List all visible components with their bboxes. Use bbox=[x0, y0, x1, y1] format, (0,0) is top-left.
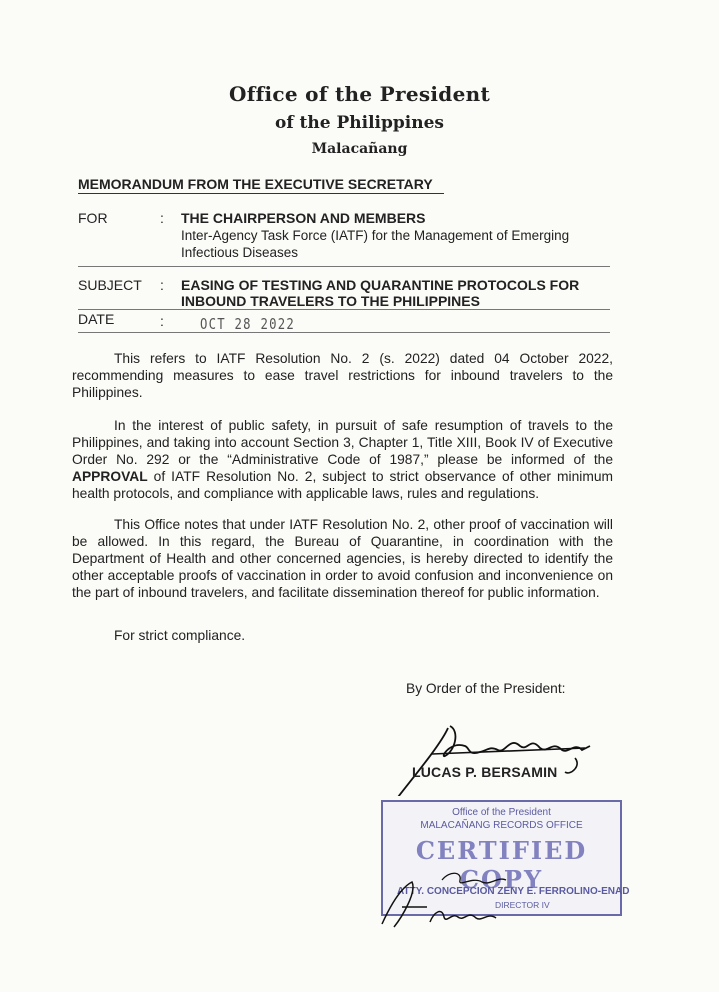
stamp-officer: ATTY. CONCEPCION ZENY E. FERROLINO-ENAD bbox=[397, 886, 630, 897]
letterhead-office: Office of the President bbox=[228, 82, 490, 106]
date-label: DATE bbox=[78, 311, 115, 327]
date-stamp: OCT 28 2022 bbox=[200, 315, 295, 333]
letterhead-country: of the Philippines bbox=[274, 113, 444, 133]
signer-name: LUCAS P. BERSAMIN bbox=[412, 764, 558, 780]
letterhead-location: Malacañang bbox=[311, 141, 408, 157]
subject-colon: : bbox=[160, 277, 164, 293]
divider bbox=[78, 266, 610, 267]
for-value: THE CHAIRPERSON AND MEMBERS bbox=[181, 210, 426, 226]
paragraph-3: This Office notes that under IATF Resolution No. 2, other proof of vaccination will be allowed. In this regard, the Bureau of Quarantine, in coordination with the Department of Health and other concerned agencies, is hereby directed to identify the other acceptable proofs of vaccination in order to avoid confusion and inconvenience on the part of inbound travelers, and facilitate dissemination thereof for public information. bbox=[72, 517, 613, 600]
date-colon: : bbox=[160, 313, 164, 329]
divider bbox=[78, 332, 610, 333]
paragraph-2: In the interest of public safety, in pursuit of safe resumption of travels to the Philippines, and taking into account Section 3, Chapter 1, Title XIII, Book IV of Executive Order No. 292 or the “Administrative Code of 1987,” please be informed of the APPROVAL of IATF Resolution No. 2, subject to strict observance of other minimum health protocols, and compliance with applicable laws, rules and regulations. bbox=[72, 418, 613, 501]
closing-line: For strict compliance. bbox=[114, 628, 246, 643]
subject-line2: INBOUND TRAVELERS TO THE PHILIPPINES bbox=[181, 293, 480, 309]
for-detail-line2: Infectious Diseases bbox=[181, 245, 299, 260]
for-detail-line1: Inter-Agency Task Force (IATF) for the Management of Emerging bbox=[181, 228, 570, 243]
memo-title: MEMORANDUM FROM THE EXECUTIVE SECRETARY bbox=[78, 176, 444, 194]
for-label: FOR bbox=[78, 210, 108, 226]
stamp-office: Office of the President bbox=[452, 807, 551, 818]
approval-emphasis: APPROVAL bbox=[72, 469, 148, 484]
divider bbox=[78, 309, 610, 310]
for-colon: : bbox=[160, 210, 164, 226]
handwritten-signature bbox=[370, 706, 610, 796]
stamp-records-office: MALACAÑANG RECORDS OFFICE bbox=[420, 820, 583, 831]
subject-label: SUBJECT bbox=[78, 277, 142, 293]
stamp-signature bbox=[372, 862, 532, 932]
stamp-position: DIRECTOR IV bbox=[495, 900, 550, 910]
stamp-certified-copy: CERTIFIED COPY bbox=[415, 836, 588, 894]
by-order-line: By Order of the President: bbox=[406, 681, 566, 696]
paragraph-1: This refers to IATF Resolution No. 2 (s. 2022) dated 04 October 2022, recommending measures to ease travel restrictions for inbound travelers to the Philippines. bbox=[72, 351, 613, 400]
subject-line1: EASING OF TESTING AND QUARANTINE PROTOCOLS FOR bbox=[181, 277, 580, 293]
